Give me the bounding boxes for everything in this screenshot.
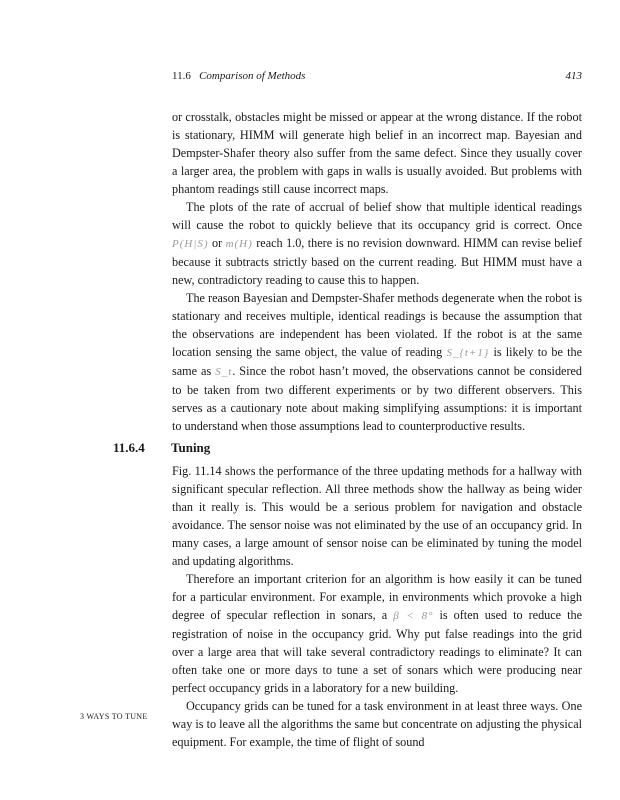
math-reading-current: S_t bbox=[215, 366, 233, 378]
paragraph-1: or crosstalk, obstacles might be missed or appear at the wrong distance. If the robot is stationary, HIMM will generate high belief in an incorrect map. Bayesian and Dempster-Shafer theory also suffer from the same defect. Since they usually cover a larger area, the problem with gaps in walls is usually avoided. But problems with phantom readings still cause incorrect maps. bbox=[172, 110, 582, 196]
paragraph-3-text-b: is likely to be the same as bbox=[172, 345, 583, 378]
body-text-top bbox=[172, 108, 582, 435]
page-number: 413 bbox=[565, 70, 582, 82]
paragraph-6: Occupancy grids can be tuned for a task environment in at least three ways. One way is to leave all the algorithms the same but concentrate on adjusting the physical equipment. For example, the time of flight of sound bbox=[172, 699, 582, 749]
paragraph-4: Fig. 11.14 shows the performance of the three updating methods for a hallway with significant specular reflection. All three methods show the hallway as being wider than it really is. This would be a serious problem for navigation and obstacle avoidance. The sensor noise was not eliminated by the use of an occupancy grid. In many cases, a large amount of sensor noise can be eliminated by tuning the model and updating algorithms. bbox=[172, 464, 582, 568]
paragraph-2-text-c: reach 1.0, there is no revision downward. HIMM can revise belief because it subtracts strictly based on the current reading. But HIMM must have a new, contradictory reading to cause this to happen. bbox=[172, 236, 583, 287]
header-section-number: 11.6 bbox=[172, 70, 191, 82]
paragraph-5-text-b: is often used to reduce the registration of noise in the occupancy grid. Why put false readings into the grid over a large area that will take several contradictory readings to eliminate? It can often take one or more days to tune a set of sonars which were producing near perfect occupancy grids in a laboratory for a new building. bbox=[172, 608, 582, 695]
paragraph-3 bbox=[172, 289, 582, 435]
running-title bbox=[172, 70, 305, 82]
running-header bbox=[172, 70, 582, 88]
math-reading-next: S_{t+1} bbox=[446, 347, 490, 359]
paragraph-5 bbox=[172, 570, 582, 697]
paragraph-2-text-a: The plots of the rate of accrual of belief show that multiple identical readings will cause the robot to quickly believe that its occupancy grid is correct. Once bbox=[172, 200, 582, 232]
paragraph-5-text-a: Therefore an important criterion for an algorithm is how easily it can be tuned for a particular environment. For example, in environments which provoke a high degree of specular reflection in sonars, a bbox=[172, 572, 582, 622]
body-text-tuning bbox=[172, 462, 582, 751]
paragraph-2 bbox=[172, 198, 582, 289]
math-beta-angle: β < 8° bbox=[393, 610, 434, 622]
header-section-title: Comparison of Methods bbox=[199, 70, 306, 82]
margin-note: 3 WAYS TO TUNE bbox=[80, 712, 148, 721]
paragraph-3-text-c: . Since the robot hasn’t moved, the observations cannot be considered to be taken from two different experiments or by two different observers. This serves as a cautionary note about making simplifying assumptions: it is important to understand when those assumptions lead to counterproductive results. bbox=[172, 364, 583, 433]
math-mass-function: m(H) bbox=[225, 238, 253, 250]
math-probability: P(H|S) bbox=[172, 238, 209, 250]
paragraph-3-text-a: The reason Bayesian and Dempster-Shafer methods degenerate when the robot is stationary and receives multiple, identical readings is because the assumption that the observations are independent has been violated. If the robot is at the same location sensing the same object, the value of reading bbox=[172, 291, 582, 359]
section-title: Tuning bbox=[171, 440, 211, 455]
section-number: 11.6.4 bbox=[113, 440, 145, 455]
paragraph-2-text-b: or bbox=[211, 236, 223, 250]
section-heading bbox=[113, 440, 210, 456]
